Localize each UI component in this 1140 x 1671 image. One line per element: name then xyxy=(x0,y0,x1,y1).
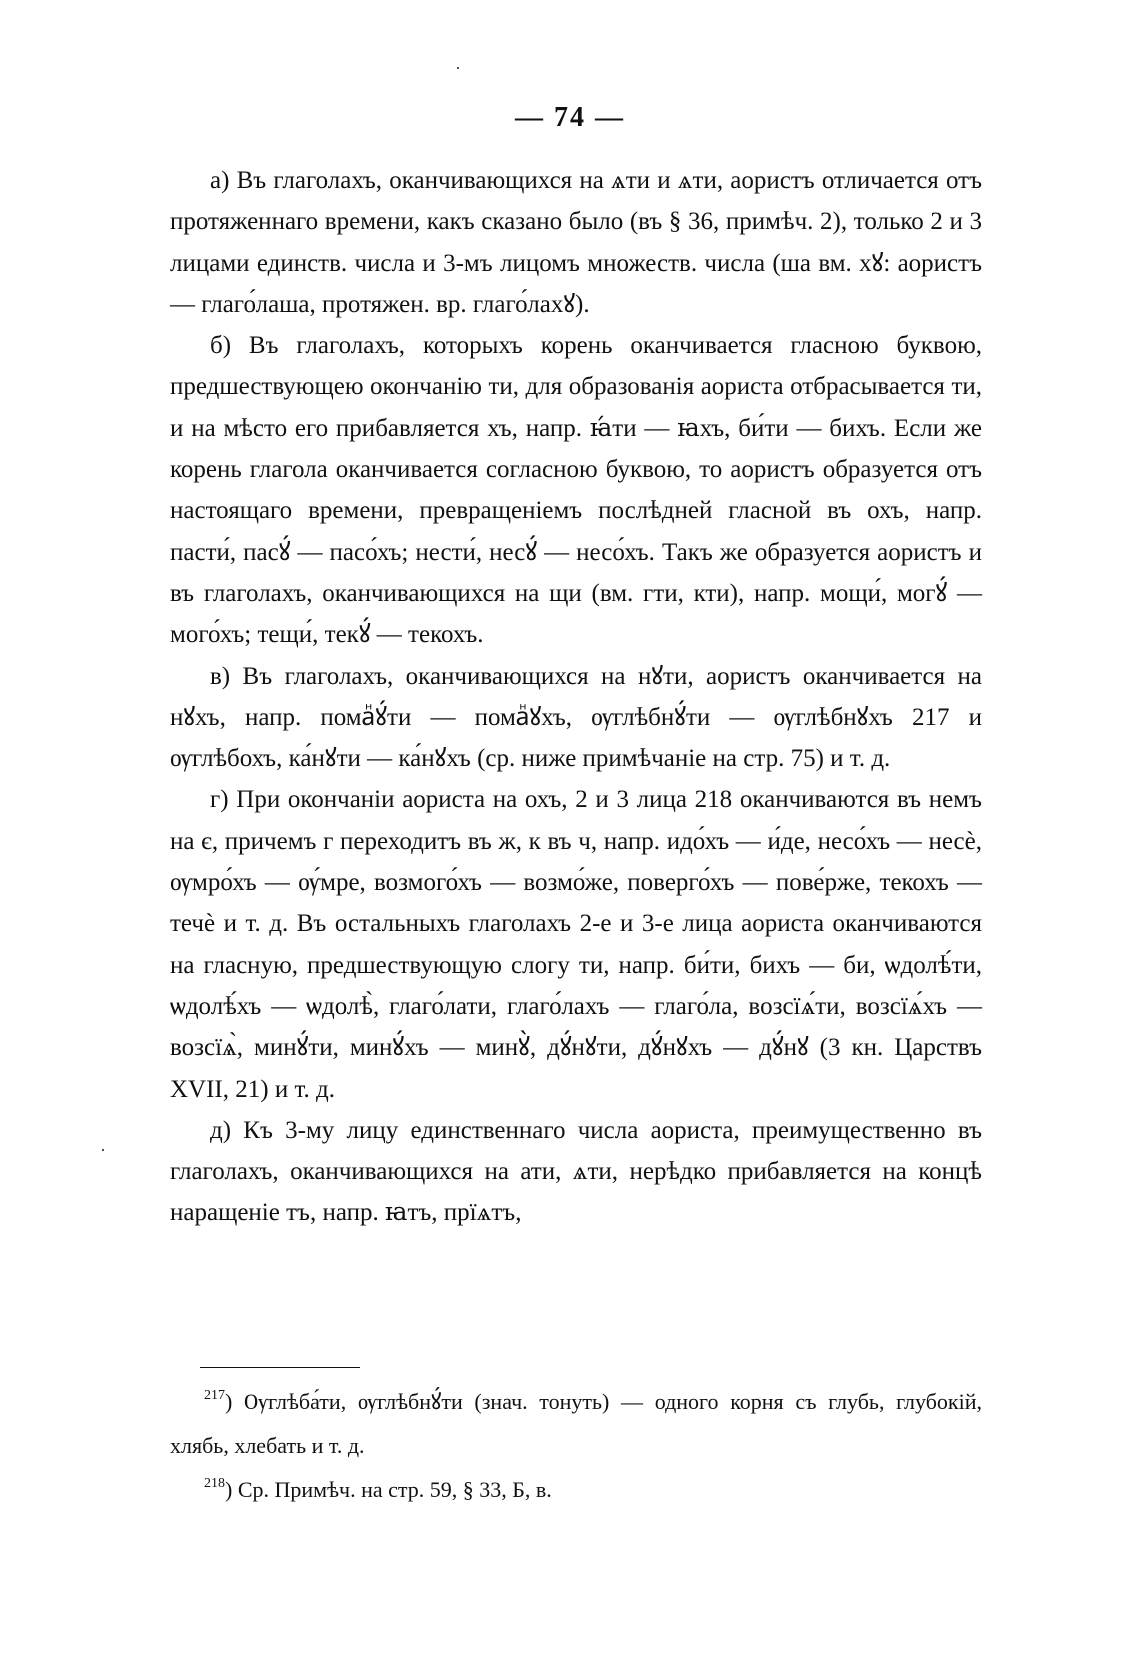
footnote-mark: 218 xyxy=(204,1476,225,1491)
margin-dot: · xyxy=(455,58,461,78)
paragraph-g: г) При окончаніи аориста на охъ, 2 и 3 лица 218 оканчиваются въ немъ на є, причемъ г переходитъ въ ж, к въ ч, напр. идо́хъ — и́де, несо́хъ — несѐ, ѹмро́хъ — ѹ́мре, возмого́хъ — возмо́же, поверго́хъ — пове́рже, текохъ — течѐ и т. д. Въ остальныхъ глаголахъ 2-е и 3-е лица аориста оканчиваются на гласную, предшествующую слогу ти, напр. би́ти, бихъ — би, ѡдолѣ́ти, ѡдолѣ́хъ — ѡдолѣ̀, глаго́лати, глаго́лахъ — глаго́ла, возсїѧ́ти, возсїѧ́хъ — возсїѧ̀, минꙋ́ти, минꙋ́хъ — минꙋ̀, дꙋ́нꙋти, дꙋ́нꙋхъ — дꙋ́нꙋ (3 кн. Царствъ XVII, 21) и т. д. xyxy=(170,786,982,1103)
paragraph-a: а) Въ глаголахъ, оканчивающихся на ѧти и ѧти, аористъ отличается отъ протяженнаго времени, какъ сказано было (въ § 36, примѣч. 2), только 2 и 3 лицами единств. числа и 3-мъ лицомъ множеств. числа (ша вм. хꙋ: аористъ — глаго́лаша, протяжен. вр. глаго́лахꙋ). xyxy=(170,167,982,318)
footnote-text: ) Ср. Примѣч. на стр. 59, § 33, Б, в. xyxy=(225,1477,552,1502)
page-number: — 74 — xyxy=(515,102,625,133)
paragraph-d: д) Къ 3-му лицу единственнаго числа аориста, преимущественно въ глаголахъ, оканчивающихся на ати, ѧти, нерѣдко прибавляется на концѣ наращеніе тъ, напр. ꙗтъ, прїѧтъ, xyxy=(170,1116,982,1227)
body-text xyxy=(170,160,982,1234)
paragraph-b: б) Въ глаголахъ, которыхъ корень оканчивается гласною буквою, предшествующею окончанію ти, для образованія аориста отбрасывается ти, и на мѣсто его прибавляется хъ, напр. ꙗ́ти — ꙗхъ, би́ти — бихъ. Если же корень глагола оканчивается согласною буквою, то аористъ образуется отъ настоящаго времени, превращеніемъ послѣдней гласной въ охъ, напр. пасти́, пасꙋ́ — пасо́хъ; нести́, несꙋ́ — несо́хъ. Такъ же образуется аористъ и въ глаголахъ, оканчивающихся на щи (вм. гти, кти), напр. мощи́, могꙋ́ — мого́хъ; тещи́, текꙋ́ — текохъ. xyxy=(170,332,982,649)
margin-dot: · xyxy=(100,1140,106,1160)
footnote-text: ) Ѹглѣба́ти, ѹглѣбнꙋ́ти (знач. тонуть) — одного корня съ глубь, глубокій, хлябь, хлебать и т. д. xyxy=(170,1389,982,1458)
footnote-mark: 217 xyxy=(204,1388,225,1403)
footnotes xyxy=(170,1380,982,1512)
paragraph-v: в) Въ глаголахъ, оканчивающихся на нꙋти, аористъ оканчивается на нꙋхъ, напр. помаⷩꙋ́ти — помаⷩꙋхъ, ѹглѣбнꙋ́ти — ѹглѣбнꙋхъ 217 и ѹглѣбохъ, ка́нꙋти — ка́нꙋхъ (ср. ниже примѣчаніе на стр. 75) и т. д. xyxy=(170,662,982,773)
footnote-217 xyxy=(170,1380,982,1468)
footnote-divider xyxy=(200,1367,360,1368)
footnote-218 xyxy=(170,1468,982,1512)
